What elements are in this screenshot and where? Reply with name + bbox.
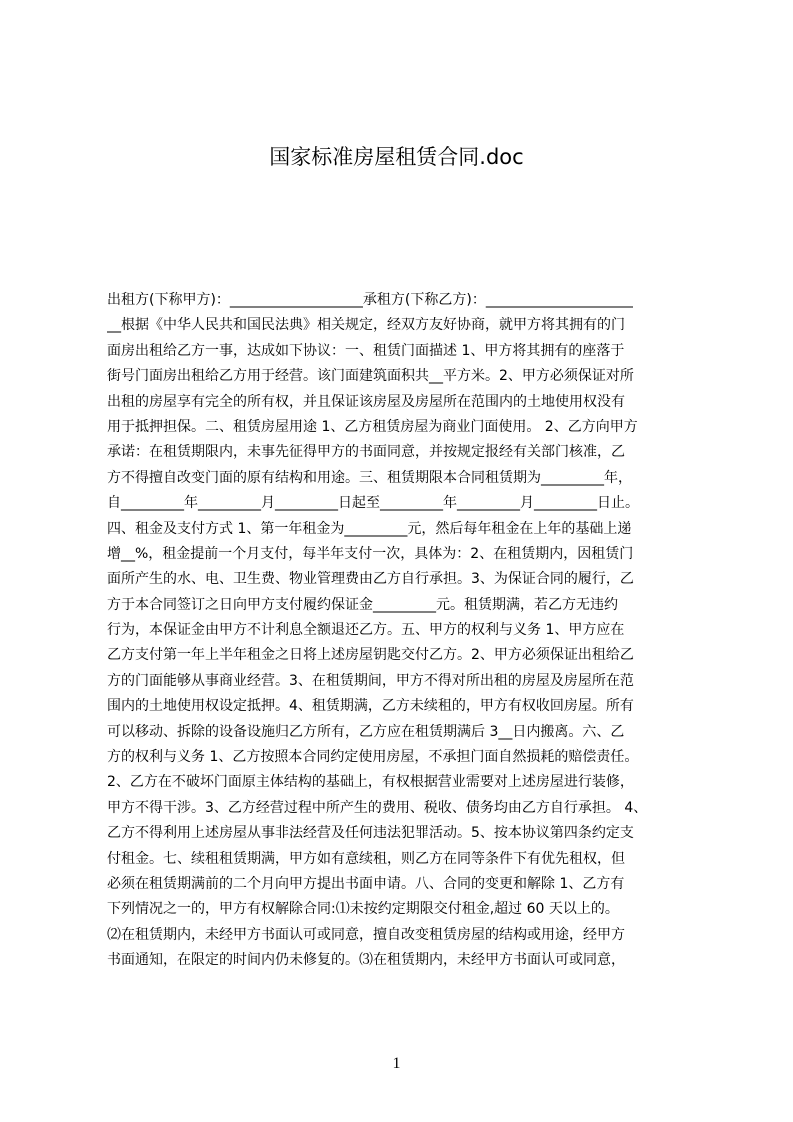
text-line: 乙方支付第一年上半年租金之日将上述房屋钥匙交付乙方。2、甲方必须保证出租给乙	[107, 647, 634, 664]
text-line: 方的门面能够从事商业经营。3、在租赁期间，甲方不得对所出租的房屋及房屋所在范	[107, 672, 634, 689]
text-line: 必须在租赁期满前的二个月向甲方提出书面申请。八、合同的变更和解除 1、乙方有	[107, 875, 625, 892]
text-line: 付租金。七、续租租赁期满，甲方如有意续租，则乙方在同等条件下有优先租权，但	[107, 850, 625, 867]
text-line: 乙方不得利用上述房屋从事非法经营及任何违法犯罪活动。5、按本协议第四条约定支	[107, 825, 634, 842]
text-line: 用于抵押担保。二、租赁房屋用途 1、乙方租赁房屋为商业门面使用。 2、乙方向甲方	[107, 418, 638, 435]
text-line: 面所产生的水、电、卫生费、物业管理费由乙方自行承担。3、为保证合同的履行，乙	[107, 571, 634, 588]
text-line: 可以移动、拆除的设备设施归乙方所有，乙方应在租赁期满后 3__日内搬离。六、乙	[107, 723, 625, 740]
text-line: 方的权利与义务 1、乙方按照本合同约定使用房屋，不承担门面自然损耗的赔偿责任。	[107, 749, 639, 766]
text-line: 方于本合同签订之日向甲方支付履约保证金_________元。租赁期满，若乙方无违约	[107, 596, 618, 613]
text-line: 围内的土地使用权设定抵押。4、租赁期满，乙方未续租的，甲方有权收回房屋。所有	[107, 698, 634, 715]
text-line: 行为，本保证金由甲方不计利息全额退还乙方。五、甲方的权利与义务 1、甲方应在	[107, 622, 625, 639]
document-title: 国家标准房屋租赁合同.doc	[269, 145, 524, 169]
text-line: ⑵在租赁期内，未经甲方书面认可或同意，擅自改变租赁房屋的结构或用途，经甲方	[107, 926, 625, 943]
text-line: 2、乙方在不破坏门面原主体结构的基础上，有权根据营业需要对上述房屋进行装修，	[107, 774, 634, 791]
text-line: 承诺：在租赁期限内，未事先征得甲方的书面同意，并按规定报经有关部门核准，乙	[107, 444, 625, 461]
text-line: 书面通知，在限定的时间内仍未修复的。⑶在租赁期内，未经甲方书面认可或同意，	[107, 952, 625, 969]
text-line: 出租的房屋享有完全的所有权，并且保证该房屋及房屋所在范围内的土地使用权没有	[107, 393, 625, 410]
page-number: 1	[392, 1055, 401, 1072]
text-line: 下列情况之一的，甲方有权解除合同:⑴未按约定期限交付租金,超过 60 天以上的。	[107, 901, 619, 918]
text-line: 出租方(下称甲方)：___________________承租方(下称乙方)：_____________________	[107, 292, 633, 308]
text-line: __根据《中华人民共和国民法典》相关规定，经双方友好协商，就甲方将其拥有的门	[107, 317, 625, 334]
text-line: 自_________年_________月_________日起至_________年_________月_________日止。	[107, 495, 639, 512]
text-line: 增__%，租金提前一个月支付，每半年支付一次，具体为：2、在租赁期内，因租赁门	[107, 545, 634, 562]
text-line: 街号门面房出租给乙方用于经营。该门面建筑面积共__平方米。2、甲方必须保证对所	[107, 368, 634, 385]
text-line: 面房出租给乙方一事，达成如下协议：一、租赁门面描述 1、甲方将其拥有的座落于	[107, 342, 625, 359]
text-line: 甲方不得干涉。3、乙方经营过程中所产生的费用、税收、债务均由乙方自行承担。 4、	[107, 799, 648, 816]
contract-body	[107, 288, 697, 974]
text-line: 方不得擅自改变门面的原有结构和用途。三、租赁期限本合同租赁期为_________年，	[107, 469, 632, 486]
text-line: 四、租金及支付方式 1、第一年租金为_________元，然后每年租金在上年的基础上递	[107, 520, 632, 537]
